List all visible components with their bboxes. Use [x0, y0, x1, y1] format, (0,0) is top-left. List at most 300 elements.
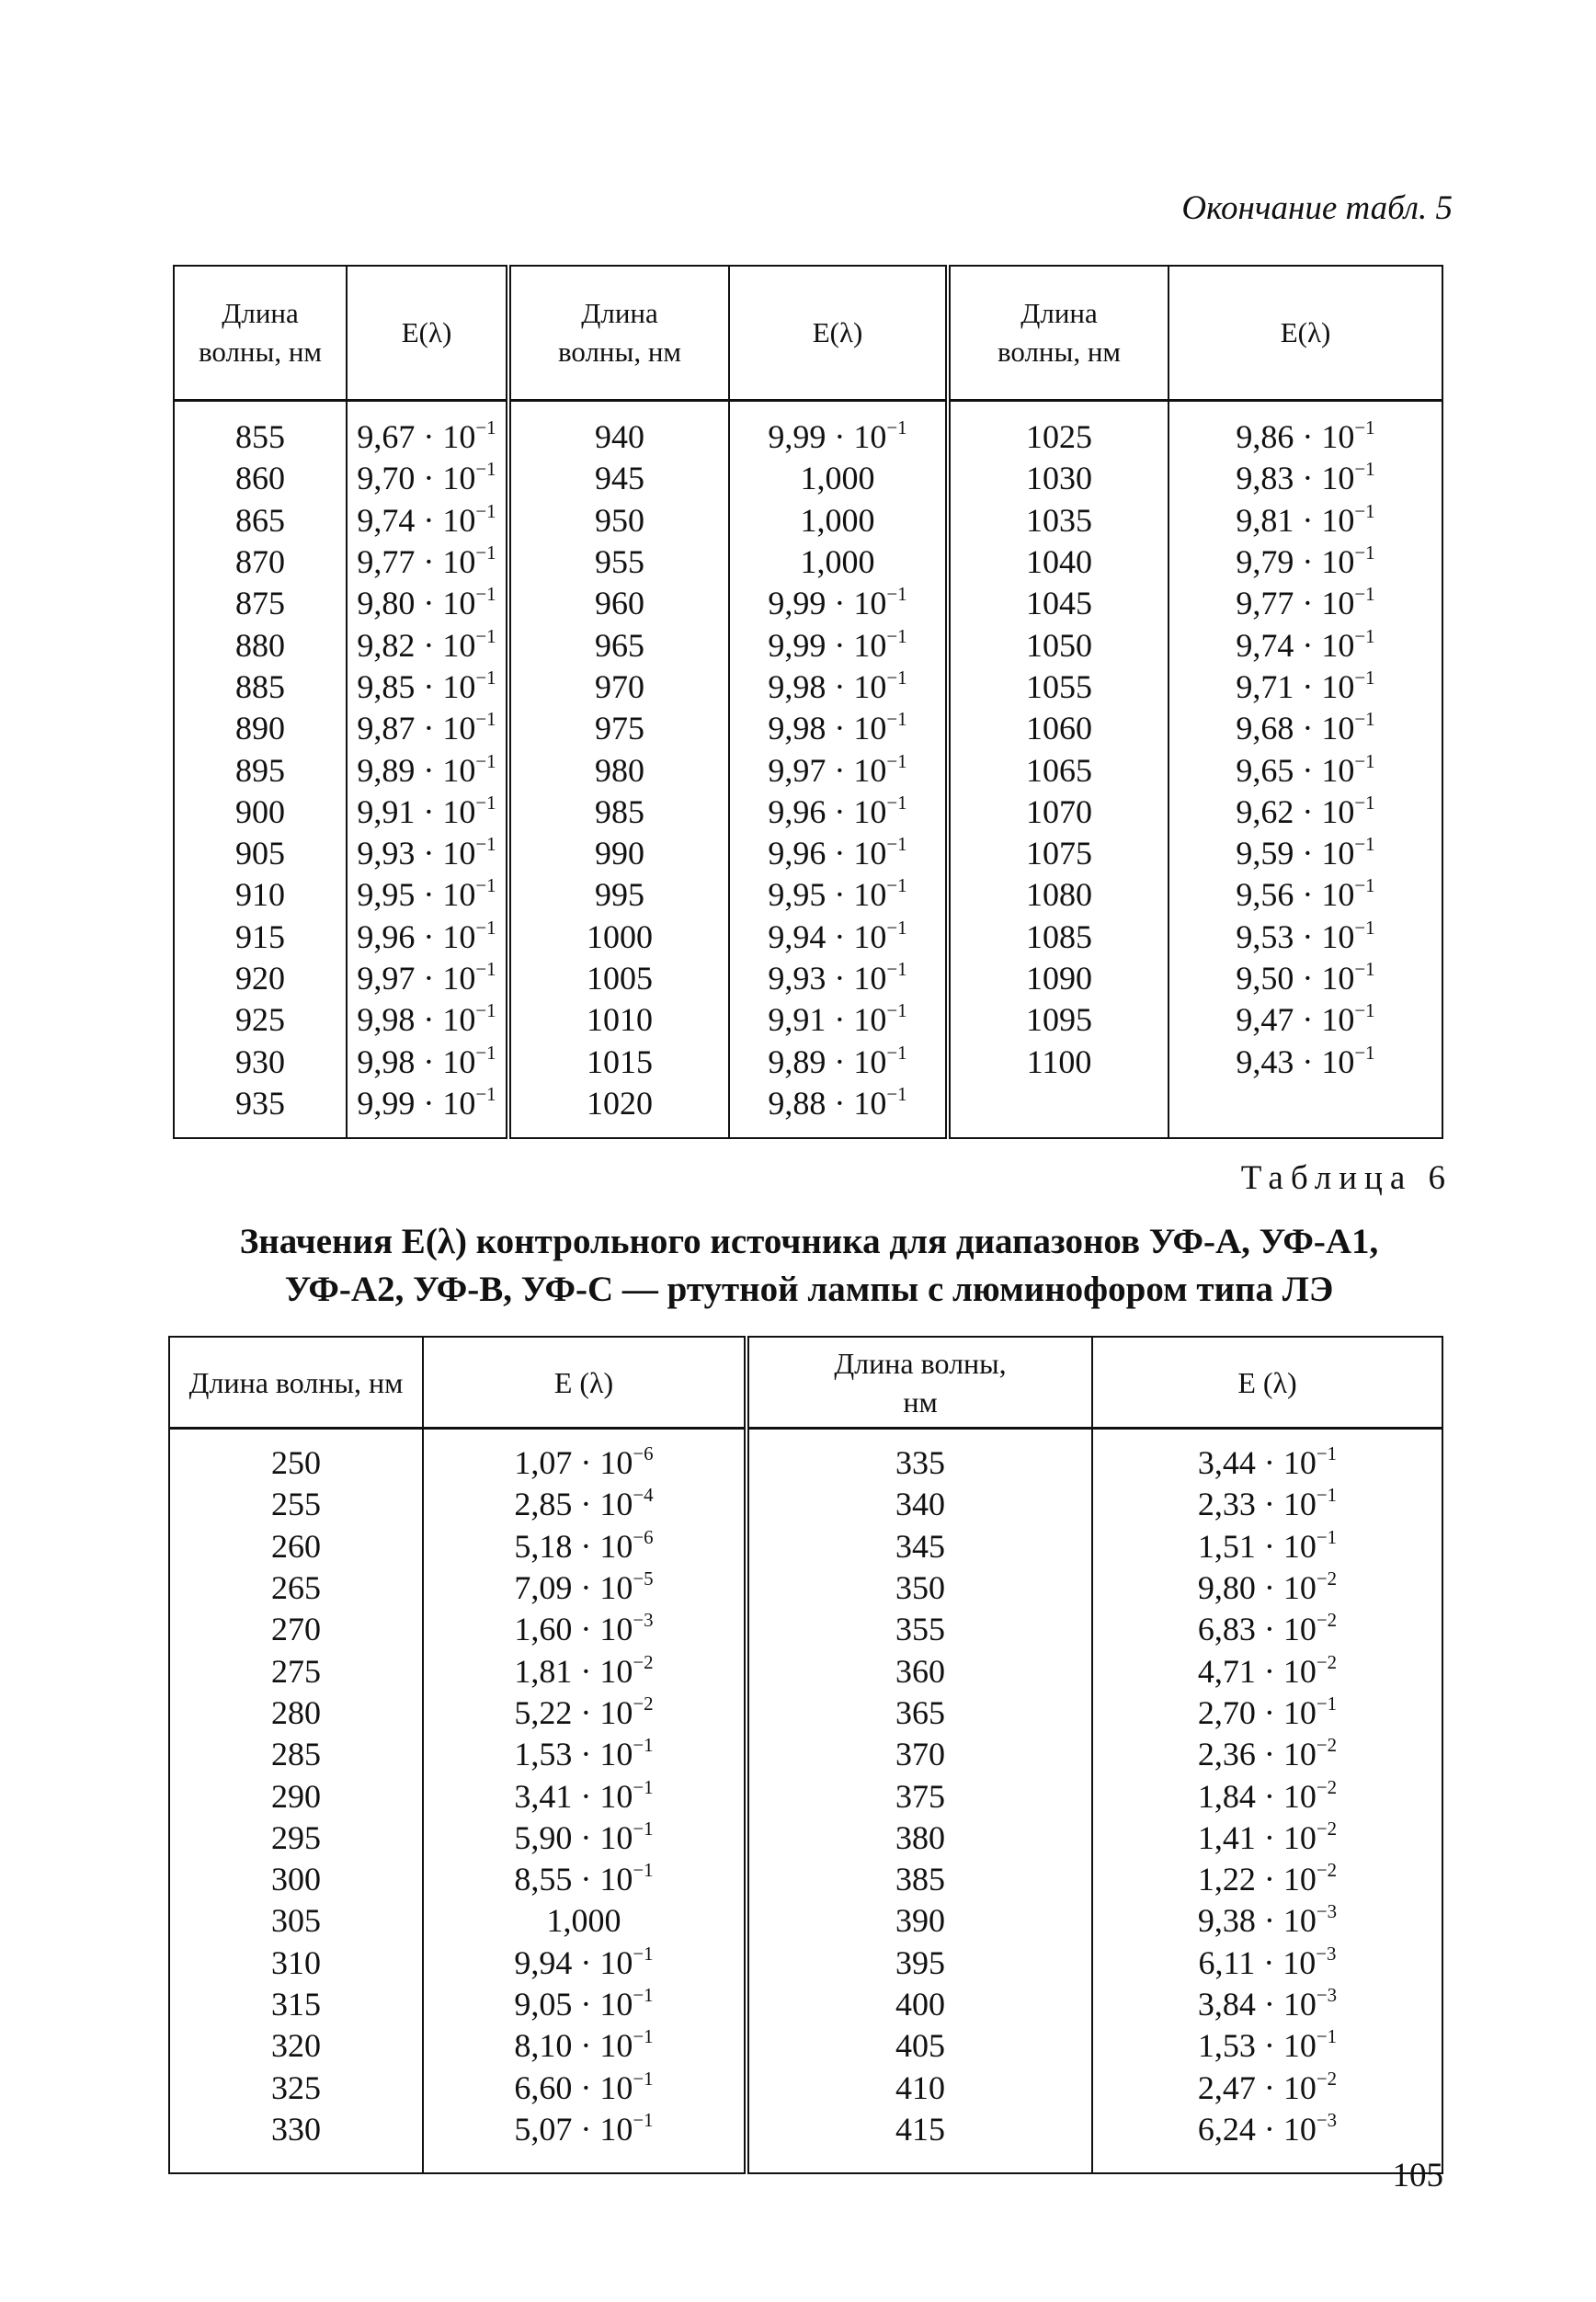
e-lambda-exponent: −1: [1354, 416, 1375, 439]
wavelength-cell: [169, 1567, 423, 1609]
table5-header-wavelength: Длина волны, нм: [174, 266, 347, 401]
e-lambda-cell: [1168, 583, 1442, 624]
e-lambda-mantissa: 2,85: [514, 1486, 573, 1523]
wavelength-value: 415: [895, 2110, 945, 2148]
e-lambda-exponent: −1: [1354, 458, 1375, 481]
e-lambda-mantissa: 9,83: [1236, 460, 1294, 497]
e-lambda-mantissa: 9,68: [1236, 710, 1294, 747]
wavelength-value: 1055: [1026, 667, 1092, 705]
e-lambda-exponent: −1: [886, 583, 907, 606]
e-lambda-cell: [729, 624, 948, 666]
wavelength-cell: [508, 749, 729, 791]
e-lambda-cell: [1092, 1818, 1442, 1859]
e-lambda-exponent: −2: [1316, 1734, 1338, 1757]
e-lambda-cell: [423, 1734, 747, 1775]
e-lambda-cell: [423, 1692, 747, 1734]
wavelength-cell: [508, 917, 729, 958]
e-lambda-mantissa: 9,95: [768, 876, 826, 914]
wavelength-cell: [747, 1567, 1092, 1609]
wavelength-value: 955: [595, 543, 644, 581]
wavelength-value: 945: [595, 460, 644, 497]
wavelength-cell: [174, 1041, 347, 1082]
times-ten: · 10: [572, 2110, 633, 2148]
table5-row: [174, 624, 1442, 666]
e-lambda-mantissa: 9,99: [357, 1084, 416, 1122]
table6-header-wavelength: Длина волны, нм: [169, 1337, 423, 1429]
e-lambda-exponent: −1: [633, 1984, 654, 2006]
table5-row: [174, 833, 1442, 874]
wavelength-cell: [747, 1429, 1092, 1485]
table6-header-e-lambda: E (λ): [1092, 1337, 1442, 1429]
times-ten: · 10: [572, 1693, 633, 1731]
e-lambda-exponent: −1: [475, 833, 496, 856]
wavelength-value: 325: [271, 2068, 321, 2106]
table6-row: [169, 1429, 1442, 1485]
e-lambda-cell: [1168, 874, 1442, 916]
times-ten: · 10: [415, 876, 476, 914]
e-lambda-exponent: −1: [633, 2067, 654, 2090]
e-lambda-cell: [1092, 1984, 1442, 2025]
times-ten: · 10: [415, 418, 476, 456]
e-lambda-cell: [1168, 749, 1442, 791]
e-lambda-exponent: −6: [633, 1442, 654, 1465]
e-lambda-cell: [1092, 1734, 1442, 1775]
e-lambda-exponent: −1: [475, 1041, 496, 1064]
times-ten: · 10: [1294, 585, 1355, 622]
times-ten: · 10: [415, 835, 476, 872]
times-ten: · 10: [415, 543, 476, 581]
e-lambda-cell: [423, 1818, 747, 1859]
table5-row: [174, 874, 1442, 916]
times-ten: · 10: [1255, 1486, 1317, 1523]
e-lambda-cell: [347, 917, 508, 958]
e-lambda-exponent: −1: [1316, 1525, 1338, 1548]
e-lambda-mantissa: 9,96: [357, 917, 416, 955]
wavelength-cell: [747, 1775, 1092, 1817]
times-ten: · 10: [1294, 543, 1355, 581]
e-lambda-mantissa: 3,44: [1197, 1444, 1256, 1482]
e-lambda-cell: [423, 2109, 747, 2173]
e-lambda-cell: [729, 1083, 948, 1138]
times-ten: · 10: [572, 1569, 633, 1607]
wavelength-cell: [948, 833, 1168, 874]
wavelength-value: 960: [595, 585, 644, 622]
wavelength-cell: [747, 1984, 1092, 2025]
times-ten: · 10: [1294, 1043, 1355, 1080]
e-lambda-mantissa: 9,87: [357, 710, 416, 747]
e-lambda-mantissa: 9,81: [1236, 501, 1294, 539]
e-lambda-mantissa: 2,70: [1197, 1693, 1256, 1731]
e-lambda-mantissa: 6,83: [1197, 1611, 1256, 1648]
times-ten: · 10: [826, 585, 887, 622]
e-lambda-cell: [347, 401, 508, 459]
e-lambda-mantissa: 1,000: [800, 501, 875, 539]
e-lambda-exponent: −1: [1316, 1692, 1338, 1715]
e-lambda-mantissa: 9,70: [357, 460, 416, 497]
e-lambda-mantissa: 9,94: [514, 1943, 573, 1981]
e-lambda-exponent: −1: [1354, 583, 1375, 606]
e-lambda-cell: [1092, 1775, 1442, 1817]
e-lambda-cell: [347, 1041, 508, 1082]
e-lambda-cell: [1168, 458, 1442, 499]
times-ten: · 10: [826, 1084, 887, 1122]
wavelength-value: 965: [595, 626, 644, 664]
times-ten: · 10: [415, 1084, 476, 1122]
wavelength-value: 370: [895, 1736, 945, 1773]
e-lambda-exponent: −1: [475, 916, 496, 939]
wavelength-cell: [508, 708, 729, 749]
table6-row: [169, 1984, 1442, 2025]
e-lambda-exponent: −1: [1354, 499, 1375, 522]
table6-row: [169, 1734, 1442, 1775]
wavelength-cell: [174, 1083, 347, 1138]
e-lambda-mantissa: 9,96: [768, 835, 826, 872]
e-lambda-exponent: −2: [1316, 1859, 1338, 1882]
wavelength-value: 975: [595, 710, 644, 747]
wavelength-cell: [169, 1526, 423, 1567]
wavelength-cell: [747, 2067, 1092, 2108]
e-lambda-cell: [1168, 401, 1442, 459]
wavelength-cell: [174, 667, 347, 708]
wavelength-value: 315: [271, 1986, 321, 2023]
e-lambda-exponent: −2: [633, 1692, 654, 1715]
table5-row: [174, 583, 1442, 624]
wavelength-value: 320: [271, 2027, 321, 2065]
e-lambda-exponent: −1: [475, 583, 496, 606]
wavelength-value: 1010: [587, 1001, 653, 1039]
times-ten: · 10: [1255, 1902, 1317, 1940]
wavelength-value: 375: [895, 1777, 945, 1815]
e-lambda-exponent: −1: [1354, 708, 1375, 731]
e-lambda-cell: [1092, 1526, 1442, 1567]
wavelength-value: 380: [895, 1818, 945, 1856]
e-lambda-cell: [423, 2067, 747, 2108]
wavelength-cell: [948, 500, 1168, 541]
e-lambda-mantissa: 9,79: [1236, 543, 1294, 581]
table6-row: [169, 1567, 1442, 1609]
wavelength-value: 1000: [587, 917, 653, 955]
table6-row: [169, 1609, 1442, 1650]
e-lambda-cell: [423, 1943, 747, 1984]
e-lambda-mantissa: 1,51: [1197, 1527, 1256, 1565]
e-lambda-cell: [729, 917, 948, 958]
e-lambda-mantissa: 8,10: [514, 2027, 573, 2065]
e-lambda-mantissa: 9,53: [1236, 917, 1294, 955]
table6: [168, 1336, 1443, 2174]
wavelength-value: 345: [895, 1527, 945, 1565]
e-lambda-mantissa: 9,80: [357, 585, 416, 622]
wavelength-value: 920: [235, 960, 285, 997]
wavelength-cell: [174, 999, 347, 1041]
times-ten: · 10: [826, 960, 887, 997]
e-lambda-cell: [423, 1984, 747, 2025]
wavelength-cell: [948, 583, 1168, 624]
e-lambda-cell: [423, 1526, 747, 1567]
wavelength-cell: [747, 1484, 1092, 1525]
times-ten: · 10: [1255, 2068, 1317, 2106]
wavelength-value: 280: [271, 1693, 321, 1731]
wavelength-value: 1050: [1026, 626, 1092, 664]
e-lambda-cell: [347, 874, 508, 916]
wavelength-cell: [169, 1650, 423, 1692]
e-lambda-cell: [1168, 541, 1442, 583]
e-lambda-cell: [423, 1567, 747, 1609]
wavelength-value: 405: [895, 2027, 945, 2065]
e-lambda-exponent: −1: [886, 1041, 907, 1064]
times-ten: · 10: [572, 2027, 633, 2065]
e-lambda-exponent: −1: [1354, 666, 1375, 689]
e-lambda-exponent: −1: [475, 999, 496, 1022]
e-lambda-mantissa: 1,000: [800, 543, 875, 581]
table5-row: [174, 458, 1442, 499]
wavelength-cell: [508, 792, 729, 833]
table6-row: [169, 1859, 1442, 1900]
times-ten: · 10: [1255, 2110, 1317, 2148]
e-lambda-mantissa: 9,99: [768, 418, 826, 456]
wavelength-cell: [169, 1775, 423, 1817]
times-ten: · 10: [572, 1943, 633, 1981]
table5-row: [174, 749, 1442, 791]
times-ten: · 10: [1255, 1986, 1317, 2023]
wavelength-value: 290: [271, 1777, 321, 1815]
times-ten: · 10: [415, 960, 476, 997]
times-ten: · 10: [1255, 1527, 1317, 1565]
wavelength-cell: [174, 500, 347, 541]
e-lambda-exponent: −1: [475, 958, 496, 980]
e-lambda-mantissa: 9,65: [1236, 751, 1294, 789]
wavelength-value: 285: [271, 1736, 321, 1773]
e-lambda-mantissa: 2,33: [1197, 1486, 1256, 1523]
e-lambda-mantissa: 9,62: [1236, 792, 1294, 830]
wavelength-value: 995: [595, 876, 644, 914]
e-lambda-cell: [347, 708, 508, 749]
e-lambda-exponent: −1: [475, 666, 496, 689]
wavelength-cell: [948, 541, 1168, 583]
wavelength-cell: [174, 708, 347, 749]
e-lambda-exponent: −4: [633, 1484, 654, 1507]
e-lambda-cell: [347, 958, 508, 999]
table5-header-row: [174, 266, 1442, 401]
times-ten: · 10: [415, 792, 476, 830]
wavelength-cell: [169, 2109, 423, 2173]
e-lambda-exponent: −1: [886, 624, 907, 647]
wavelength-cell: [169, 1429, 423, 1485]
table6-row: [169, 1818, 1442, 1859]
e-lambda-exponent: −1: [475, 458, 496, 481]
e-lambda-mantissa: 6,11: [1198, 1943, 1256, 1981]
wavelength-cell: [948, 1083, 1168, 1138]
times-ten: · 10: [572, 1652, 633, 1690]
times-ten: · 10: [572, 1986, 633, 2023]
table5-body: [174, 401, 1442, 1139]
e-lambda-mantissa: 7,09: [514, 1569, 573, 1607]
wavelength-cell: [747, 1734, 1092, 1775]
e-lambda-exponent: −2: [1316, 1775, 1338, 1798]
e-lambda-cell: [423, 1775, 747, 1817]
e-lambda-mantissa: 5,90: [514, 1818, 573, 1856]
wavelength-value: 1045: [1026, 585, 1092, 622]
times-ten: · 10: [1294, 792, 1355, 830]
times-ten: · 10: [1255, 1652, 1317, 1690]
e-lambda-cell: [1168, 667, 1442, 708]
e-lambda-exponent: −5: [633, 1567, 654, 1590]
wavelength-value: 885: [235, 667, 285, 705]
e-lambda-mantissa: 1,53: [514, 1736, 573, 1773]
wavelength-value: 985: [595, 792, 644, 830]
e-lambda-exponent: −3: [1316, 1984, 1338, 2006]
wavelength-cell: [948, 999, 1168, 1041]
e-lambda-cell: [347, 792, 508, 833]
e-lambda-mantissa: 9,99: [768, 626, 826, 664]
e-lambda-exponent: −1: [475, 416, 496, 439]
e-lambda-exponent: −1: [886, 874, 907, 897]
e-lambda-cell: [423, 1429, 747, 1485]
e-lambda-cell: [729, 999, 948, 1041]
table6-body: [169, 1429, 1442, 2174]
times-ten: · 10: [826, 626, 887, 664]
e-lambda-exponent: −1: [475, 708, 496, 731]
wavelength-cell: [948, 749, 1168, 791]
wavelength-cell: [508, 833, 729, 874]
wavelength-cell: [948, 874, 1168, 916]
wavelength-cell: [747, 1943, 1092, 1984]
wavelength-cell: [508, 958, 729, 999]
table5-row: [174, 541, 1442, 583]
table6-row: [169, 1900, 1442, 1942]
e-lambda-exponent: −1: [886, 999, 907, 1022]
table6-row: [169, 1692, 1442, 1734]
e-lambda-exponent: −1: [1354, 541, 1375, 564]
e-lambda-cell: [1168, 792, 1442, 833]
wavelength-value: 300: [271, 1861, 321, 1898]
e-lambda-mantissa: 9,96: [768, 792, 826, 830]
e-lambda-exponent: −1: [1354, 1041, 1375, 1064]
times-ten: · 10: [415, 460, 476, 497]
times-ten: · 10: [415, 626, 476, 664]
e-lambda-mantissa: 5,22: [514, 1693, 573, 1731]
e-lambda-exponent: −3: [1316, 1942, 1337, 1965]
times-ten: · 10: [572, 1777, 633, 1815]
table5-header-e-lambda: E(λ): [347, 266, 508, 401]
e-lambda-cell: [729, 958, 948, 999]
e-lambda-cell: [1092, 2025, 1442, 2067]
e-lambda-mantissa: 9,89: [768, 1043, 826, 1080]
times-ten: · 10: [1255, 1611, 1317, 1648]
e-lambda-mantissa: 9,98: [768, 710, 826, 747]
wavelength-cell: [747, 1650, 1092, 1692]
e-lambda-cell: [729, 541, 948, 583]
table5-header-wavelength: Длина волны, нм: [508, 266, 729, 401]
wavelength-cell: [174, 833, 347, 874]
times-ten: · 10: [1294, 876, 1355, 914]
wavelength-cell: [169, 2025, 423, 2067]
wavelength-value: 365: [895, 1693, 945, 1731]
e-lambda-mantissa: 9,97: [357, 960, 416, 997]
e-lambda-cell: [347, 541, 508, 583]
times-ten: · 10: [415, 585, 476, 622]
wavelength-cell: [174, 749, 347, 791]
wavelength-value: 390: [895, 1902, 945, 1940]
table5-row: [174, 708, 1442, 749]
e-lambda-mantissa: 1,000: [800, 460, 875, 497]
wavelength-value: 1040: [1026, 543, 1092, 581]
wavelength-cell: [948, 667, 1168, 708]
wavelength-cell: [747, 2025, 1092, 2067]
e-lambda-exponent: −1: [475, 499, 496, 522]
wavelength-cell: [174, 541, 347, 583]
wavelength-cell: [508, 541, 729, 583]
e-lambda-mantissa: 9,50: [1236, 960, 1294, 997]
e-lambda-mantissa: 6,24: [1197, 2110, 1256, 2148]
wavelength-value: 400: [895, 1986, 945, 2023]
e-lambda-exponent: −1: [886, 833, 907, 856]
e-lambda-exponent: −1: [1354, 916, 1375, 939]
e-lambda-mantissa: 9,97: [768, 751, 826, 789]
wavelength-value: 910: [235, 876, 285, 914]
e-lambda-mantissa: 9,77: [1236, 585, 1294, 622]
wavelength-value: 250: [271, 1444, 321, 1482]
e-lambda-cell: [1168, 917, 1442, 958]
times-ten: · 10: [826, 710, 887, 747]
e-lambda-exponent: −1: [1354, 999, 1375, 1022]
e-lambda-cell: [1092, 1650, 1442, 1692]
e-lambda-cell: [1168, 500, 1442, 541]
e-lambda-cell: [729, 708, 948, 749]
e-lambda-cell: [729, 583, 948, 624]
e-lambda-mantissa: 2,47: [1197, 2068, 1256, 2106]
e-lambda-exponent: −1: [1354, 958, 1375, 980]
e-lambda-exponent: −1: [633, 1817, 654, 1840]
e-lambda-mantissa: 9,43: [1236, 1043, 1294, 1080]
wavelength-value: 1060: [1026, 710, 1092, 747]
e-lambda-mantissa: 9,94: [768, 917, 826, 955]
e-lambda-exponent: −1: [633, 1734, 654, 1757]
e-lambda-mantissa: 9,91: [357, 792, 416, 830]
times-ten: · 10: [826, 1001, 887, 1039]
table5-row: [174, 917, 1442, 958]
e-lambda-exponent: −3: [1316, 2108, 1338, 2131]
table6-label: Таблица 6: [1240, 1159, 1453, 1197]
table5-row: [174, 500, 1442, 541]
wavelength-value: 990: [595, 835, 644, 872]
wavelength-value: 1095: [1026, 1001, 1092, 1039]
wavelength-cell: [508, 583, 729, 624]
times-ten: · 10: [1294, 460, 1355, 497]
wavelength-cell: [174, 458, 347, 499]
e-lambda-cell: [347, 500, 508, 541]
e-lambda-exponent: −1: [475, 791, 496, 814]
wavelength-value: 1100: [1026, 1043, 1092, 1080]
times-ten: · 10: [572, 1444, 633, 1482]
e-lambda-cell: [1092, 1692, 1442, 1734]
times-ten: · 10: [1294, 960, 1355, 997]
e-lambda-cell: [729, 792, 948, 833]
times-ten: · 10: [1294, 418, 1355, 456]
e-lambda-exponent: −1: [633, 2108, 654, 2131]
table6-header-e-lambda: E (λ): [423, 1337, 747, 1429]
wavelength-value: 1035: [1026, 501, 1092, 539]
e-lambda-exponent: −1: [886, 416, 907, 439]
e-lambda-cell: [347, 999, 508, 1041]
e-lambda-exponent: −1: [1316, 1442, 1338, 1465]
wavelength-cell: [948, 708, 1168, 749]
times-ten: · 10: [415, 1043, 476, 1080]
wavelength-value: 355: [895, 1611, 945, 1648]
wavelength-value: 350: [895, 1569, 945, 1607]
table6-row: [169, 2067, 1442, 2108]
wavelength-value: 410: [895, 2068, 945, 2106]
times-ten: · 10: [415, 667, 476, 705]
